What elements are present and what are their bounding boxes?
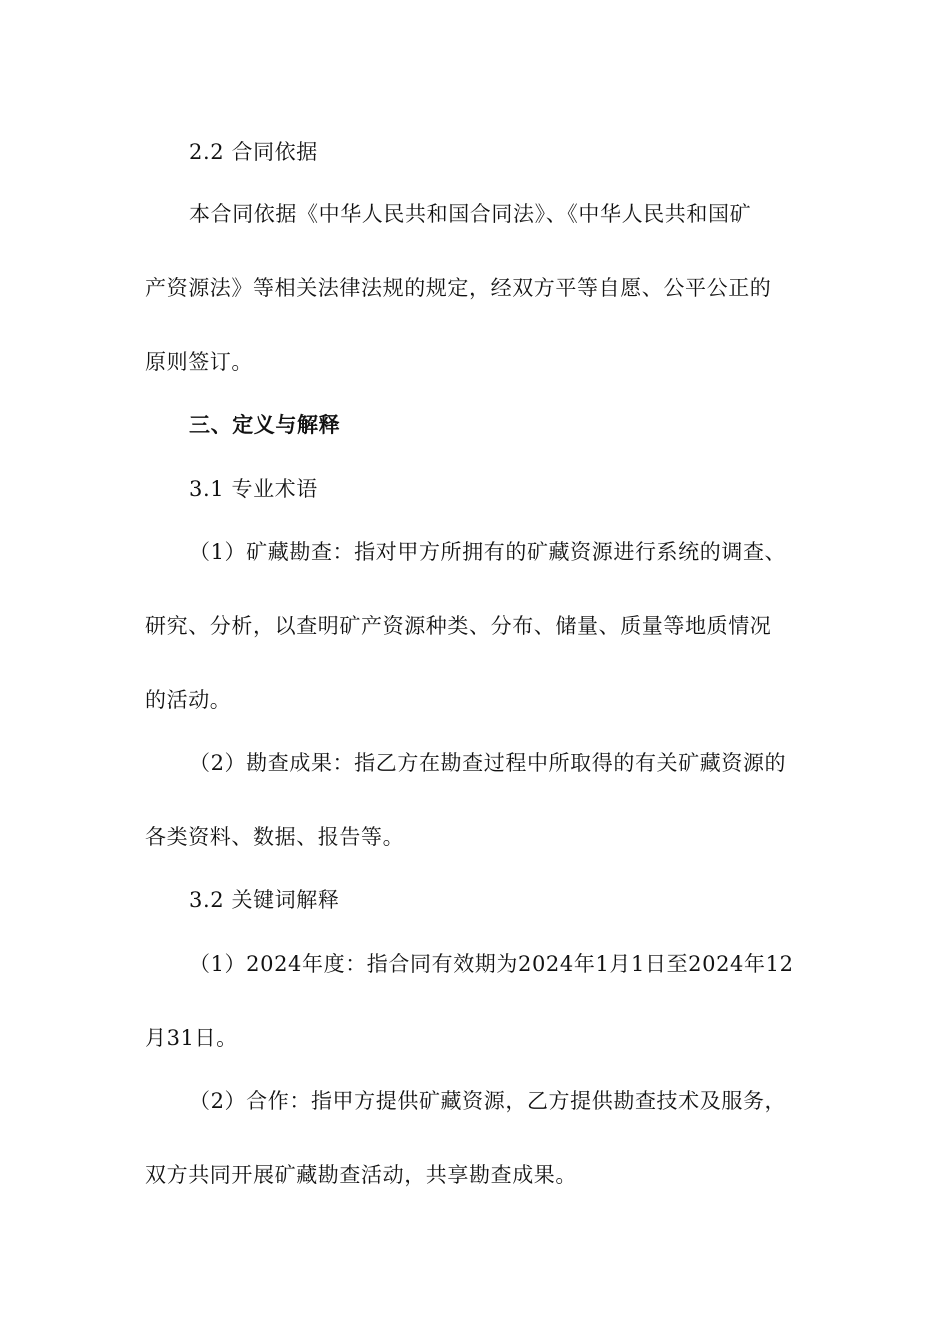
paragraph-line: 月31日。 — [145, 1026, 238, 1050]
paragraph-line: 研究、分析，以查明矿产资源种类、分布、储量、质量等地质情况 — [145, 614, 772, 638]
subsection-heading-3-2: 3.2 关键词解释 — [189, 888, 340, 912]
subsection-heading-2-2: 2.2 合同依据 — [189, 140, 318, 164]
section-heading-3: 三、定义与解释 — [189, 412, 341, 437]
paragraph-line: （1）2024年度：指合同有效期为2024年1月1日至2024年12 — [189, 952, 794, 976]
paragraph-line: （2）勘查成果：指乙方在勘查过程中所取得的有关矿藏资源的 — [189, 751, 787, 775]
paragraph-line: 各类资料、数据、报告等。 — [145, 825, 405, 849]
paragraph-line: （2）合作：指甲方提供矿藏资源，乙方提供勘查技术及服务， — [189, 1089, 787, 1113]
paragraph-line: 的活动。 — [145, 688, 232, 712]
paragraph-line: 产资源法》等相关法律法规的规定，经双方平等自愿、公平公正的 — [145, 276, 772, 300]
subsection-heading-3-1: 3.1 专业术语 — [189, 477, 318, 501]
paragraph-line: 本合同依据《中华人民共和国合同法》、《中华人民共和国矿 — [189, 202, 752, 226]
paragraph-line: （1）矿藏勘查：指对甲方所拥有的矿藏资源进行系统的调查、 — [189, 540, 787, 564]
paragraph-line: 双方共同开展矿藏勘查活动，共享勘查成果。 — [145, 1163, 577, 1187]
paragraph-line: 原则签订。 — [145, 350, 253, 374]
